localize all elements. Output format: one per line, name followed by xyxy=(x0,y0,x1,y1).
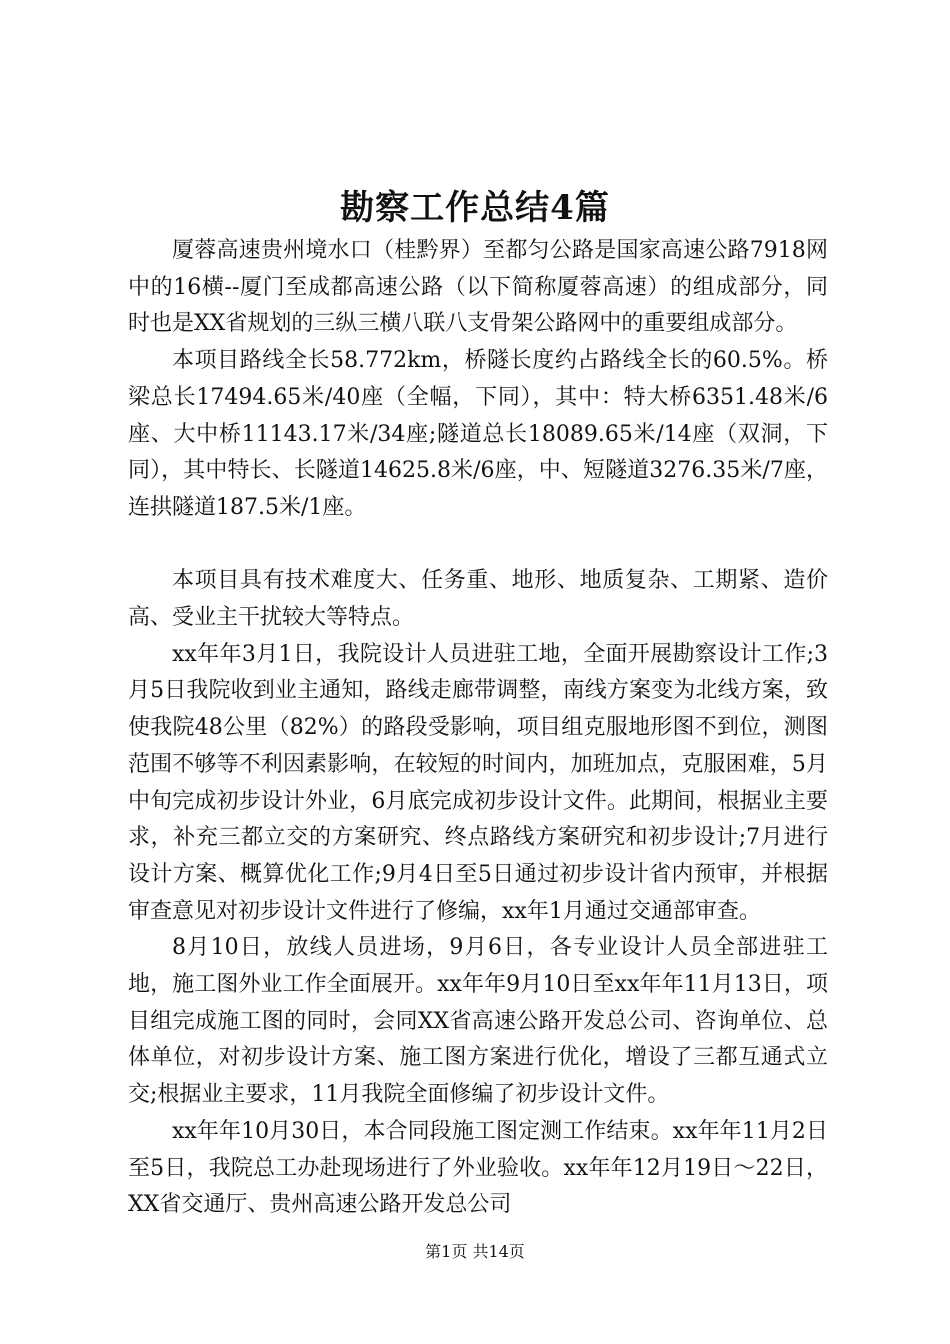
document-title: 勘察工作总结4篇 xyxy=(340,188,610,228)
paragraph-project-features: 本项目具有技术难度大、任务重、地形、地质复杂、工期紧、造价高、受业主干扰较大等特点。 xyxy=(128,568,828,631)
paragraph-project-length: 本项目路线全长58.772km，桥隧长度约占路线全长的60.5%。桥梁总长17494.65米/40座（全幅，下同），其中：特大桥6351.48米/6座、大中桥11143.17米/34座;隧道总长18089.65米/14座（双洞，下同），其中特长、长隧道14625.8米/6座，中、短隧道3276.35米/7座，连拱隧道187.5米/1座。 xyxy=(128,348,828,520)
paragraph-survey-completion: xx年年10月30日，本合同段施工图定测工作结束。xx年年11月2日至5日，我院总工办赴现场进行了外业验收。xx年年12月19日～22日，XX省交通厅、贵州高速公路开发总公司 xyxy=(128,1118,828,1218)
document-body xyxy=(128,233,828,1224)
paragraph-intro: 厦蓉高速贵州境水口（桂黔界）至都匀公路是国家高速公路7918网中的16横--厦门至成都高速公路（以下简称厦蓉高速）的组成部分，同时也是XX省规划的三纵三横八联八支骨架公路网中的重要组成部分。 xyxy=(128,238,828,337)
paragraph-preliminary-design: xx年年3月1日，我院设计人员进驻工地，全面开展勘察设计工作;3月5日我院收到业主通知，路线走廊带调整，南线方案变为北线方案，致使我院48公里（82%）的路段受影响，项目组克服地形图不到位，测图范围不够等不利因素影响，在较短的时间内，加班加点，克服困难，5月中旬完成初步设计外业，6月底完成初步设计文件。此期间，根据业主要求，补充三都立交的方案研究、终点路线方案研究和初步设计;7月进行设计方案、概算优化工作;9月4日至5日通过初步设计省内预审，并根据审查意见对初步设计文件进行了修编，xx年1月通过交通部审查。 xyxy=(128,641,828,924)
page-footer: 第1页 共14页 xyxy=(425,1242,525,1261)
paragraph-construction-drawing: 8月10日，放线人员进场，9月6日，各专业设计人员全部进驻工地，施工图外业工作全面展开。xx年年9月10日至xx年年11月13日，项目组完成施工图的同时，会同XX省高速公路开发总公司、咨询单位、总体单位，对初步设计方案、施工图方案进行优化，增设了三都互通式立交;根据业主要求，11月我院全面修编了初步设计文件。 xyxy=(128,935,828,1108)
